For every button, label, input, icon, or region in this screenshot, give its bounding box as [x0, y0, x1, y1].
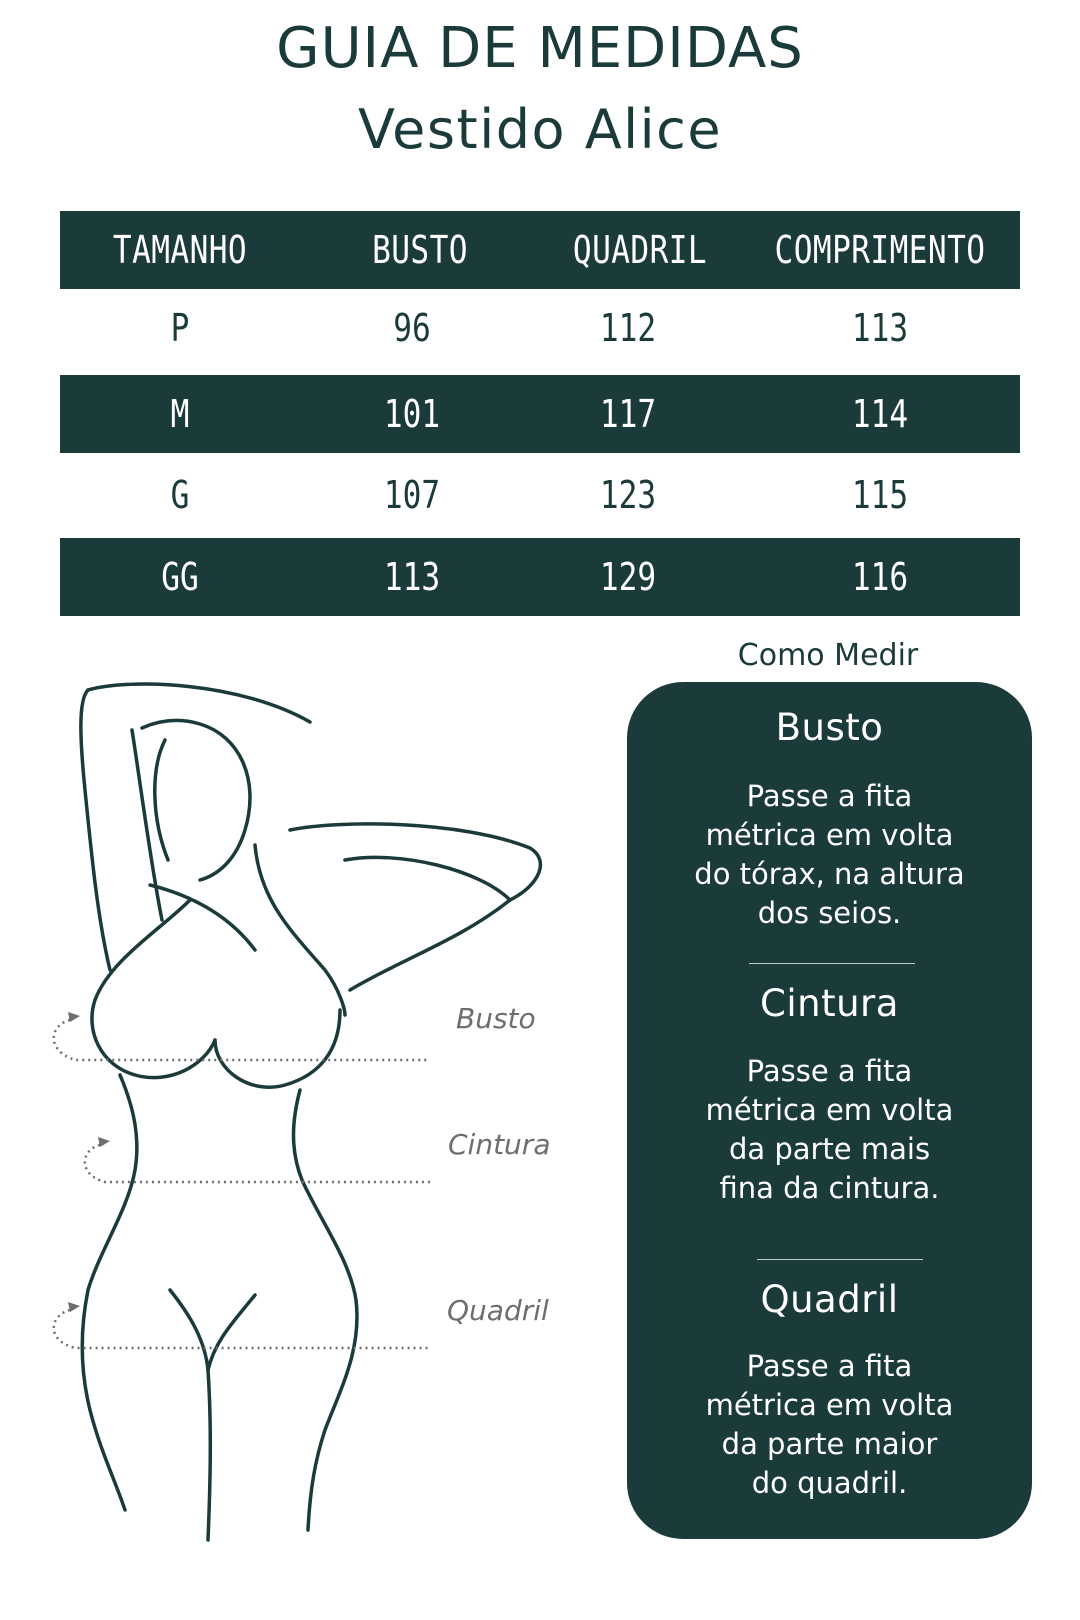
cell-size: GG	[161, 555, 199, 599]
body-measurement-illustration	[40, 670, 580, 1550]
table-row	[60, 538, 1020, 616]
section-title-waist: Cintura	[760, 982, 899, 1025]
body-outline-right	[294, 1090, 358, 1530]
divider	[749, 963, 915, 964]
bust-measure-line	[54, 1020, 430, 1060]
cell-length: 113	[851, 306, 909, 350]
cell-size: M	[170, 392, 190, 436]
page-title: GUIA DE MEDIDAS	[276, 16, 804, 81]
head-outline	[142, 721, 250, 880]
cell-size: G	[170, 473, 190, 517]
arm-outline	[81, 690, 110, 970]
section-text-waist: Passe a fita métrica em volta da parte mais fina da cintura.	[705, 1054, 954, 1205]
arm-outline	[88, 684, 310, 722]
neck-outline	[150, 885, 255, 950]
section-text-hip: Passe a fita métrica em volta da parte maior do quadril.	[705, 1349, 954, 1500]
page-subtitle: Vestido Alice	[357, 98, 723, 161]
column-header-length: COMPRIMENTO	[774, 228, 986, 272]
arm-outline	[345, 857, 510, 900]
table-row	[60, 456, 1020, 534]
table-row	[60, 375, 1020, 453]
table-header-row	[60, 211, 1020, 289]
cell-bust: 96	[393, 306, 431, 350]
section-title-bust: Busto	[775, 706, 884, 749]
body-outline-left	[82, 1075, 137, 1510]
cell-hip: 129	[599, 555, 657, 599]
bust-outline	[92, 900, 215, 1078]
cell-bust: 101	[383, 392, 441, 436]
hip-label: Quadril	[447, 1294, 549, 1327]
how-to-measure-label: Como Medir	[737, 638, 919, 673]
cell-hip: 123	[599, 473, 657, 517]
section-title-hip: Quadril	[760, 1278, 899, 1321]
torso-outline	[255, 845, 345, 1015]
cell-length: 116	[851, 555, 909, 599]
cell-length: 115	[851, 473, 909, 517]
arrow-icon	[98, 1137, 110, 1147]
column-header-hip: QUADRIL	[572, 228, 708, 272]
leg-outline	[208, 1370, 210, 1540]
bust-outline	[215, 1010, 340, 1087]
cell-length: 114	[851, 392, 909, 436]
cell-hip: 112	[599, 306, 657, 350]
waist-label: Cintura	[448, 1128, 551, 1161]
cell-hip: 117	[599, 392, 657, 436]
arrow-icon	[68, 1302, 80, 1312]
crotch-outline	[208, 1295, 255, 1370]
bust-label: Busto	[456, 1002, 536, 1035]
cell-bust: 107	[383, 473, 441, 517]
crotch-outline	[170, 1290, 208, 1370]
cell-size: P	[170, 306, 190, 350]
hair-outline	[155, 740, 168, 860]
column-header-bust: BUSTO	[372, 228, 468, 272]
cell-bust: 113	[383, 555, 441, 599]
column-header-size: TAMANHO	[112, 228, 248, 272]
divider	[757, 1259, 923, 1260]
how-to-measure-card	[627, 682, 1032, 1539]
table-row	[60, 289, 1020, 367]
section-text-bust: Passe a fita métrica em volta do tórax, na altura dos seios.	[694, 779, 965, 930]
hip-measure-line	[54, 1310, 430, 1348]
arm-outline	[350, 900, 510, 990]
arrow-icon	[68, 1012, 80, 1022]
